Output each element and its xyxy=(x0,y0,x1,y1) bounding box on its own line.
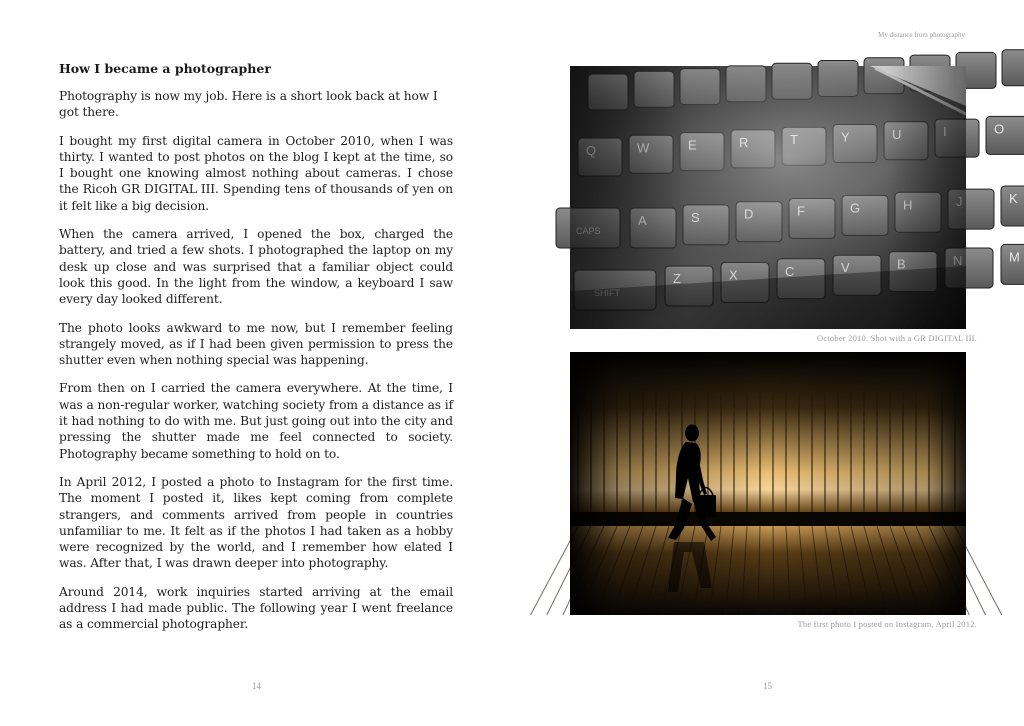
paragraph: The photo looks awkward to me now, but I remember feeling strangely moved, as if I had been given permission to press the shutter even when nothing special was happening. xyxy=(59,320,453,368)
right-page xyxy=(512,0,1024,726)
paragraph: When the camera arrived, I opened the box, charged the battery, and tried a few shots. I photographed the laptop on my desk up close and was surprised that a familiar object could look this good. In the light from the window, a keyboard I saw every day looked different. xyxy=(59,227,453,307)
paragraph: I bought my first digital camera in October 2010, when I was thirty. I wanted to post photos on the blog I kept at the time, so I bought one knowing almost nothing about cameras. I chose the Ricoh GR DIGITAL III. Spending tens of thousands of yen on it felt like a big decision. xyxy=(59,133,453,213)
keyboard-photo-image xyxy=(570,66,1020,329)
keyboard-key xyxy=(1002,50,1024,86)
paragraph: Photography is now my job. Here is a short look back at how I got there. xyxy=(59,89,438,120)
keyboard-key-label: O xyxy=(994,121,1005,137)
paragraph: From then on I carried the camera everywhere. At the time, I was a non-regular worker, watching society from a distance as if it had nothing to do with me. But just going out into the city and pressing the shutter made me feel connected to society. Photography became something to hold on to. xyxy=(59,381,453,461)
keyboard-key xyxy=(986,116,1024,154)
paragraph: Around 2014, work inquiries started arriving at the email address I had made public. The following year I went freelance as a commercial photographer. xyxy=(59,584,453,632)
page-number-right: 15 xyxy=(763,681,772,691)
paragraph: In April 2012, I posted a photo to Instagram for the first time. The moment I posted it, likes kept coming from complete strangers, and comments arrived from people in countries unfamiliar to me. It felt as if the photos I had taken as a hobby were recognized by the world, and I remember how elated I was. After that, I was drawn deeper into photography. xyxy=(59,474,453,571)
keyboard-key-label: K xyxy=(1009,190,1018,206)
photo-caption: The first photo I posted on Instagram, April 2012. xyxy=(797,619,977,629)
keyboard-photo xyxy=(570,66,1020,329)
keyboard-key-label: M xyxy=(1009,249,1020,265)
silhouette-photo xyxy=(570,352,966,615)
photo-caption: October 2010. Shot with a GR DIGITAL III. xyxy=(817,333,977,343)
silhouette-photo-image xyxy=(570,352,966,615)
body-text xyxy=(59,88,453,633)
page-number-left: 14 xyxy=(252,681,261,691)
section-title: How I became a photographer xyxy=(59,61,271,76)
running-header: My distance from photography xyxy=(878,31,965,39)
